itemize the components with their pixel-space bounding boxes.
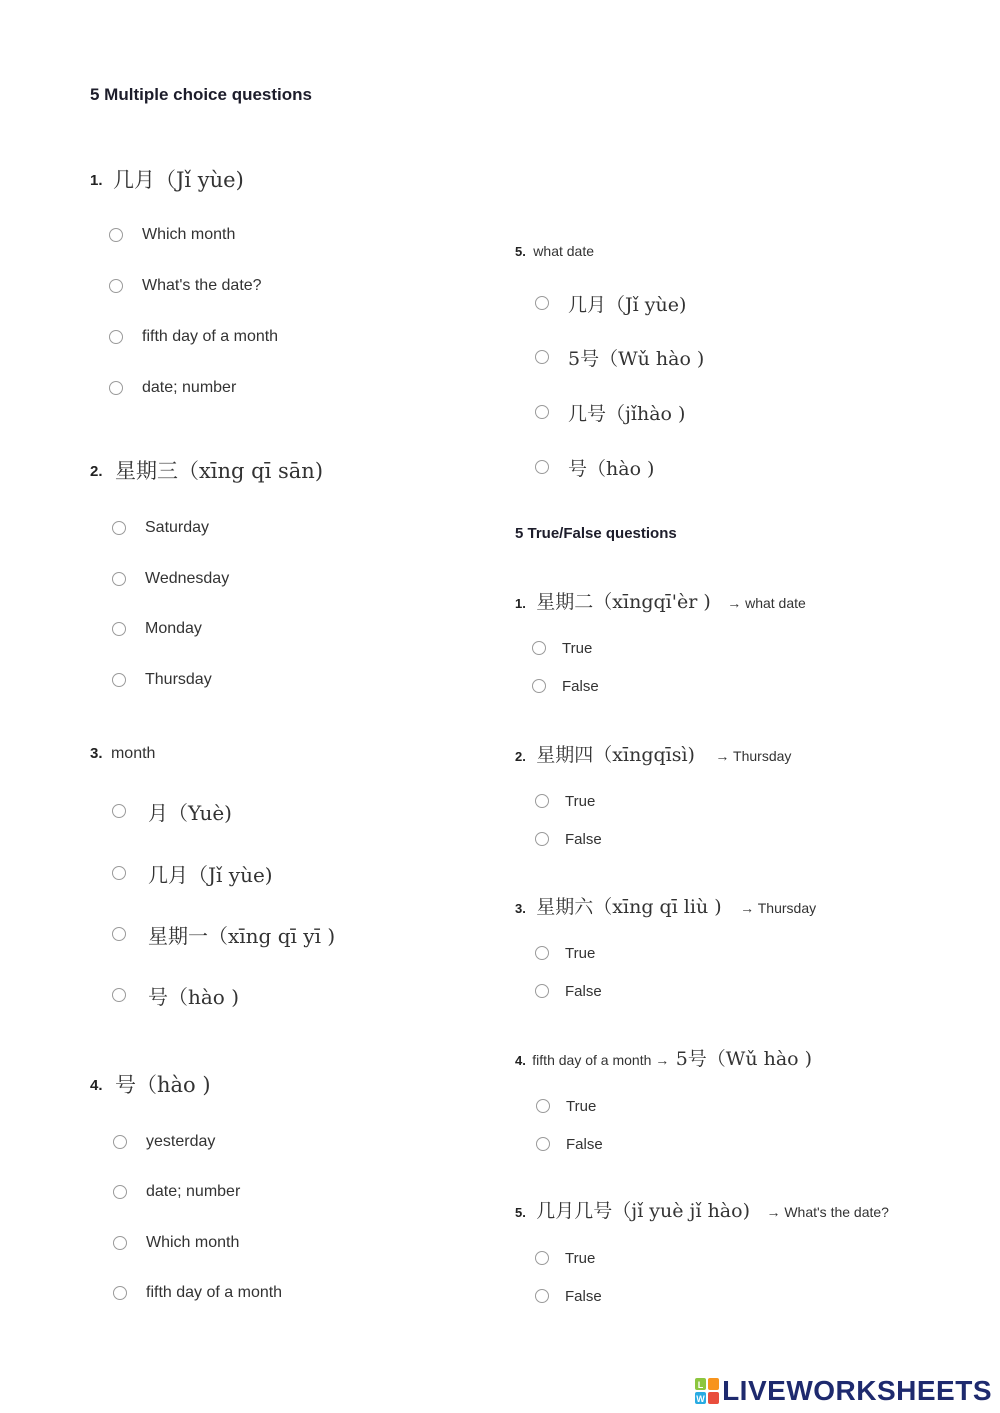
tf-question-1 xyxy=(515,587,806,614)
radio-button[interactable] xyxy=(536,1137,550,1151)
mc-q1-option-3[interactable]: fifth day of a month xyxy=(109,325,278,349)
radio-button[interactable] xyxy=(112,866,126,880)
question-number: 3. xyxy=(90,745,103,762)
radio-button[interactable] xyxy=(535,946,549,960)
tf-q5-true[interactable]: True xyxy=(535,1246,595,1270)
radio-button[interactable] xyxy=(535,984,549,998)
radio-button[interactable] xyxy=(109,228,123,242)
radio-button[interactable] xyxy=(113,1185,127,1199)
tf-question-4 xyxy=(515,1044,812,1071)
mc-question-2 xyxy=(90,453,323,483)
tf-question-3 xyxy=(515,892,816,919)
mc-question-1 xyxy=(90,162,244,192)
mc-q2-option-4[interactable]: Thursday xyxy=(112,668,212,692)
radio-button[interactable] xyxy=(535,405,549,419)
question-number: 4. xyxy=(90,1077,103,1094)
radio-button[interactable] xyxy=(532,641,546,655)
radio-button[interactable] xyxy=(112,673,126,687)
statement-answer: → Thursday xyxy=(740,900,817,916)
brand-text: LIVEWORKSHEETS xyxy=(722,1375,992,1406)
mc-q1-option-2[interactable]: What's the date? xyxy=(109,274,262,298)
statement-answer: → Thursday xyxy=(715,748,792,764)
tf-q4-true[interactable]: True xyxy=(536,1094,596,1118)
tf-q3-false[interactable]: False xyxy=(535,979,602,1003)
question-number: 3. xyxy=(515,901,526,916)
mc-q3-option-2[interactable]: 几月（Jǐ yùe) xyxy=(112,861,273,885)
question-number: 1. xyxy=(515,596,526,611)
mc-q1-option-1[interactable]: Which month xyxy=(109,223,235,247)
mc-q2-option-1[interactable]: Saturday xyxy=(112,516,209,540)
question-chinese: 星期六（xīng qī liù ) xyxy=(536,896,722,918)
tf-q2-false[interactable]: False xyxy=(535,827,602,851)
tf-question-5 xyxy=(515,1196,889,1223)
question-number: 2. xyxy=(515,749,526,764)
mc-section-title: 5 Multiple choice questions xyxy=(90,85,312,104)
tf-q4-false[interactable]: False xyxy=(536,1132,603,1156)
question-text: 几月（Jǐ yùe) xyxy=(112,168,244,192)
tf-q2-true[interactable]: True xyxy=(535,789,595,813)
radio-button[interactable] xyxy=(535,1289,549,1303)
logo-letter-l: L xyxy=(697,1380,704,1390)
mc-q2-option-3[interactable]: Monday xyxy=(112,617,202,641)
mc-q5-option-3[interactable]: 几号（jǐhào ) xyxy=(535,400,685,424)
radio-button[interactable] xyxy=(535,350,549,364)
radio-button[interactable] xyxy=(109,330,123,344)
mc-q2-option-2[interactable]: Wednesday xyxy=(112,567,229,591)
statement-answer: → What's the date? xyxy=(766,1204,889,1220)
question-number: 4. xyxy=(515,1053,526,1068)
radio-button[interactable] xyxy=(535,794,549,808)
question-chinese: 星期二（xīngqī'èr ) xyxy=(536,591,711,613)
mc-q5-option-1[interactable]: 几月（Jǐ yùe) xyxy=(535,291,686,315)
mc-q5-option-2[interactable]: 5号（Wǔ hào ) xyxy=(535,345,704,369)
liveworksheets-logo-icon xyxy=(694,1377,720,1405)
mc-q5-option-4[interactable]: 号（hào ) xyxy=(535,455,654,479)
mc-q4-option-1[interactable]: yesterday xyxy=(113,1130,215,1154)
radio-button[interactable] xyxy=(113,1135,127,1149)
mc-question-4 xyxy=(90,1067,211,1097)
tf-q5-false[interactable]: False xyxy=(535,1284,602,1308)
mc-q3-option-1[interactable]: 月（Yuè) xyxy=(112,799,232,823)
statement-answer: → what date xyxy=(727,595,806,611)
radio-button[interactable] xyxy=(535,1251,549,1265)
radio-button[interactable] xyxy=(109,381,123,395)
mc-q4-option-4[interactable]: fifth day of a month xyxy=(113,1281,282,1305)
radio-button[interactable] xyxy=(535,296,549,310)
question-prefix: fifth day of a month → xyxy=(532,1052,670,1068)
mc-question-3 xyxy=(90,745,155,763)
radio-button[interactable] xyxy=(536,1099,550,1113)
radio-button[interactable] xyxy=(113,1286,127,1300)
mc-q4-option-2[interactable]: date; number xyxy=(113,1180,240,1204)
question-chinese: 星期四（xīngqīsì) xyxy=(536,744,695,766)
radio-button[interactable] xyxy=(112,572,126,586)
mc-q3-option-3[interactable]: 星期一（xīng qī yī ) xyxy=(112,922,335,946)
mc-question-5 xyxy=(515,243,594,261)
question-number: 5. xyxy=(515,244,526,259)
question-text: 星期三（xīng qī sān) xyxy=(114,459,324,483)
radio-button[interactable] xyxy=(112,988,126,1002)
question-text: 号（hào ) xyxy=(114,1073,211,1097)
question-number: 2. xyxy=(90,463,103,480)
question-text: month xyxy=(110,745,156,762)
radio-button[interactable] xyxy=(112,521,126,535)
tf-q1-false[interactable]: False xyxy=(532,674,599,698)
liveworksheets-brand xyxy=(694,1375,992,1407)
question-number: 1. xyxy=(90,172,103,189)
tf-q3-true[interactable]: True xyxy=(535,941,595,965)
question-number: 5. xyxy=(515,1205,526,1220)
radio-button[interactable] xyxy=(535,832,549,846)
tf-section-title: 5 True/False questions xyxy=(515,525,677,542)
mc-q1-option-4[interactable]: date; number xyxy=(109,376,236,400)
logo-letter-w: W xyxy=(696,1394,705,1404)
radio-button[interactable] xyxy=(112,622,126,636)
mc-q3-option-4[interactable]: 号（hào ) xyxy=(112,983,239,1007)
radio-button[interactable] xyxy=(113,1236,127,1250)
question-chinese: 5号（Wǔ hào ) xyxy=(675,1048,813,1070)
question-chinese: 几月几号（jǐ yuè jǐ hào) xyxy=(536,1200,750,1222)
radio-button[interactable] xyxy=(109,279,123,293)
radio-button[interactable] xyxy=(532,679,546,693)
radio-button[interactable] xyxy=(112,804,126,818)
radio-button[interactable] xyxy=(112,927,126,941)
tf-question-2 xyxy=(515,740,791,767)
tf-q1-true[interactable]: True xyxy=(532,636,592,660)
radio-button[interactable] xyxy=(535,460,549,474)
question-text: what date xyxy=(533,243,595,259)
mc-q4-option-3[interactable]: Which month xyxy=(113,1231,239,1255)
